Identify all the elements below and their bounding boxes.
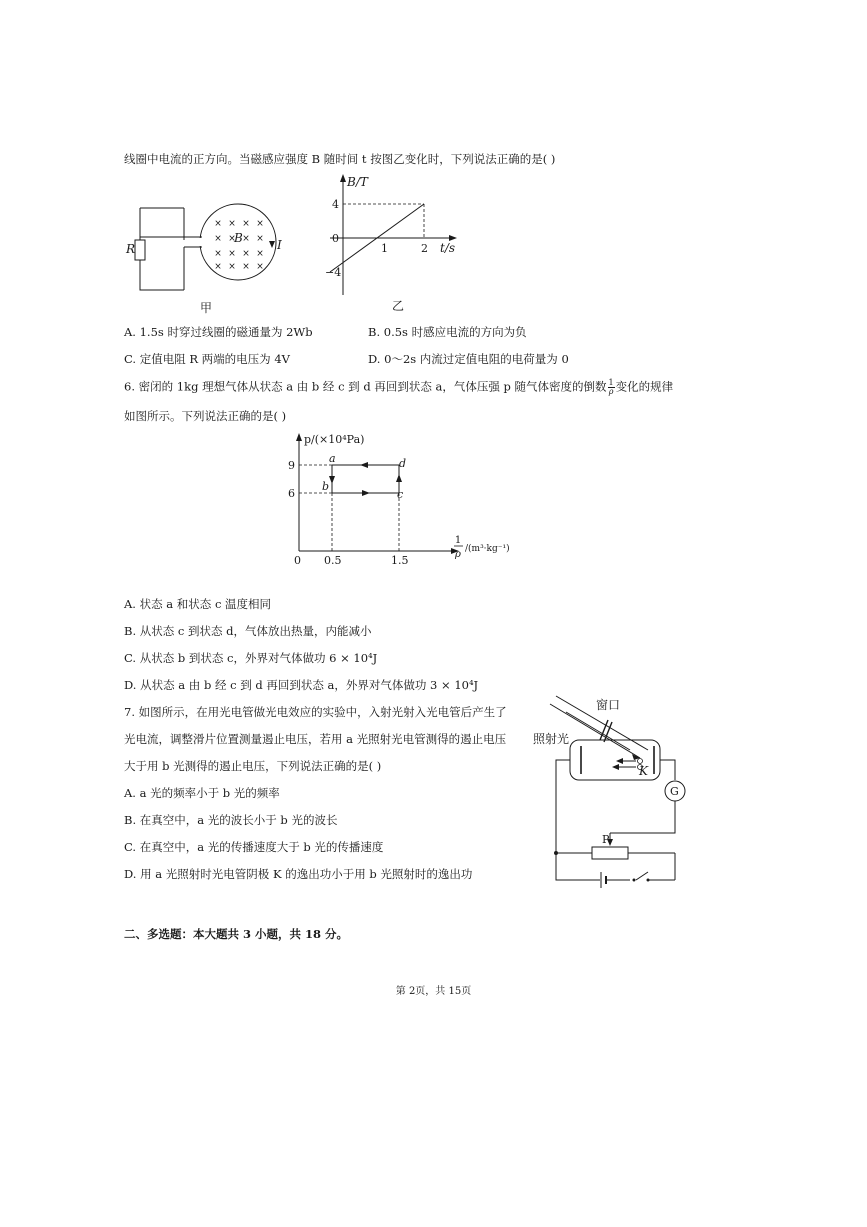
q5-option-d: D. 0～2s 内流过定值电阻的电荷量为 0 (368, 352, 569, 366)
q7-option-b: B. 在真空中，a 光的波长小于 b 光的波长 (124, 813, 338, 827)
svg-text:×: × (228, 249, 236, 259)
q7-option-a: A. a 光的频率小于 b 光的频率 (124, 786, 280, 800)
field-label: B (234, 231, 243, 245)
svg-text:×: × (256, 234, 264, 244)
x-axis-label: t/s (440, 241, 456, 255)
q6-option-b: B. 从状态 c 到状态 d，气体放出热量，内能减小 (124, 624, 372, 638)
origin-label: 0 (332, 232, 339, 245)
inverse-density-fraction: $\frac{1}{\rho}$ (608, 378, 614, 396)
q6-stem-line1: 6. 密闭的 1kg 理想气体从状态 a 由 b 经 c 到 d 再回到状态 a，气体压强 p 随气体密度的倒数 $\frac{1}{\rho}$ 变化的规律 (124, 378, 674, 396)
point-a: a (329, 452, 336, 465)
slider-label: P (602, 833, 610, 846)
graph-origin: 0 (294, 554, 301, 567)
q5-option-c: C. 定值电阻 R 两端的电压为 4V (124, 352, 290, 366)
y-axis-label: B/T (347, 175, 368, 189)
q6-option-a: A. 状态 a 和状态 c 温度相同 (124, 597, 272, 611)
p-axis-label: p/(×10⁴Pa) (304, 433, 365, 446)
q6-stem-line2: 如图所示。下列说法正确的是( ) (124, 409, 287, 423)
q6-option-d: D. 从状态 a 由 b 经 c 到 d 再回到状态 a，外界对气体做功 3 × 10⁴J (124, 678, 479, 692)
point-c: c (397, 488, 404, 501)
svg-text:×: × (214, 249, 222, 259)
svg-text:×: × (214, 219, 222, 229)
point-d: d (399, 457, 407, 470)
x-tick-0-5: 0.5 (324, 554, 342, 567)
x-axis-frac-den: ρ (455, 549, 461, 560)
resistor-label: R (126, 242, 136, 256)
x-axis-frac-num: 1 (454, 535, 462, 546)
svg-text:×: × (256, 219, 264, 229)
x-axis-unit: /(m³·kg⁻¹) (465, 544, 510, 554)
svg-text:×: × (214, 234, 222, 244)
x-tick-1-5: 1.5 (391, 554, 409, 567)
q6-pressure-graph (280, 430, 540, 570)
svg-text:×: × (242, 234, 250, 244)
p-tick-6: 6 (288, 487, 295, 500)
figure-jia-caption: 甲 (200, 301, 213, 315)
svg-text:×: × (214, 262, 222, 272)
q6-option-c: C. 从状态 b 到状态 c，外界对气体做功 6 × 10⁴J (124, 651, 378, 665)
light-label: 照射光 (533, 732, 570, 746)
svg-text:×: × (256, 262, 264, 272)
section-2-header: 二、多选题：本大题共 3 小题，共 18 分。 (124, 927, 349, 941)
figure-jia-circuit (120, 200, 290, 320)
y-tick-minus4: −4 (325, 266, 342, 279)
q7-stem-line1: 7. 如图所示，在用光电管做光电效应的实验中，入射光射入光电管后产生了 (124, 705, 507, 719)
svg-text:×: × (228, 219, 236, 229)
q5-stem-tail: 线圈中电流的正方向。当磁感应强度 B 随时间 t 按图乙变化时，下列说法正确的是( ) (124, 152, 556, 166)
svg-text:×: × (242, 262, 250, 272)
x-tick-1: 1 (381, 242, 388, 255)
q5-option-b: B. 0.5s 时感应电流的方向为负 (368, 325, 527, 339)
q7-option-d: D. 用 a 光照射时光电管阴极 K 的逸出功小于用 b 光照射时的逸出功 (124, 867, 473, 881)
page-footer: 第 2页，共 15页 (395, 986, 472, 997)
cathode-label: K (639, 764, 648, 778)
photoelectric-circuit (530, 700, 720, 890)
galvanometer-label: G (670, 785, 679, 798)
svg-text:×: × (228, 262, 236, 272)
svg-text:×: × (228, 234, 236, 244)
y-tick-4: 4 (332, 198, 339, 211)
x-tick-2: 2 (421, 242, 428, 255)
q7-option-c: C. 在真空中，a 光的传播速度大于 b 光的传播速度 (124, 840, 384, 854)
point-b: b (322, 480, 330, 493)
q5-option-a: A. 1.5s 时穿过线圈的磁通量为 2Wb (124, 325, 313, 339)
svg-text:×: × (242, 219, 250, 229)
figure-yi-caption: 乙 (392, 299, 405, 313)
q7-stem-line3: 大于用 b 光测得的遏止电压，下列说法正确的是( ) (124, 759, 382, 773)
current-label: I (277, 238, 282, 252)
svg-text:×: × (242, 249, 250, 259)
q7-stem-line2: 光电流，调整滑片位置测量遏止电压，若用 a 光照射光电管测得的遏止电压 (124, 732, 507, 746)
svg-text:×: × (256, 249, 264, 259)
window-label: 窗口 (596, 698, 621, 712)
p-tick-9: 9 (288, 459, 295, 472)
figure-yi-graph (320, 170, 470, 320)
